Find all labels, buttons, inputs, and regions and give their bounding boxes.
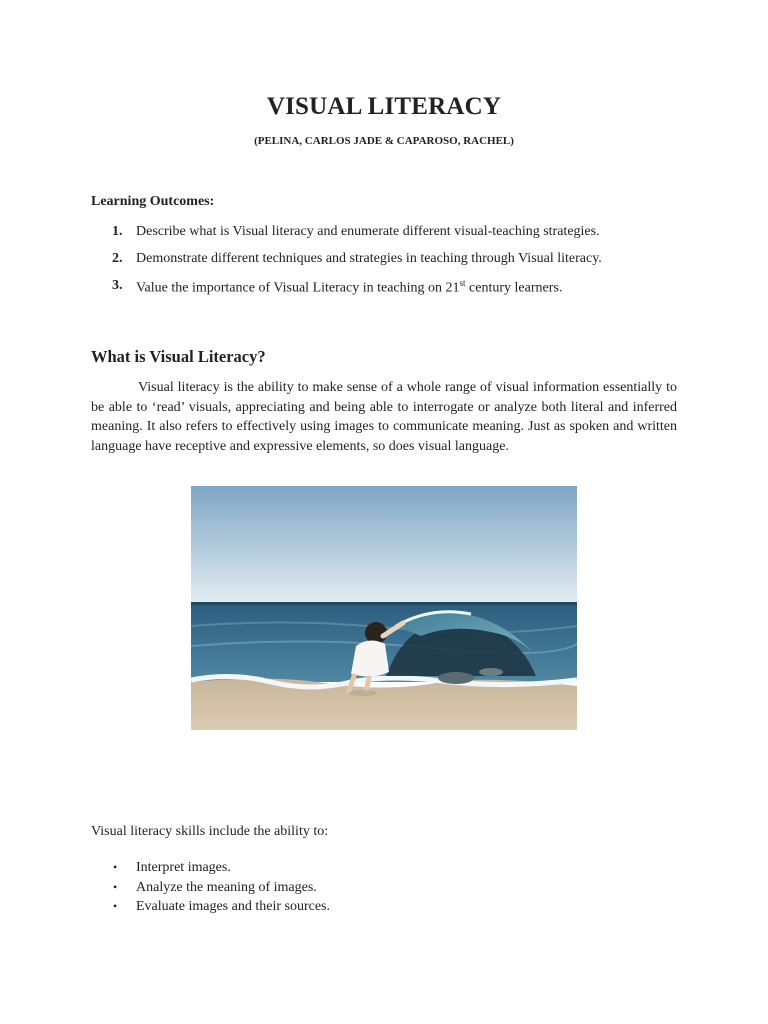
learning-outcomes-heading: Learning Outcomes: [91, 194, 215, 209]
learning-outcomes-list [112, 224, 712, 305]
document-title: VISUAL LITERACY [266, 93, 502, 120]
bottle-1 [438, 672, 474, 684]
skill-text: Evaluate images and their sources. [136, 899, 330, 914]
sky [191, 486, 577, 604]
outcome-text: Demonstrate different techniques and strategies in teaching through Visual literacy. [136, 251, 602, 266]
skill-item [113, 899, 330, 919]
beach-wave-illustration [191, 486, 577, 730]
horizon-line [191, 602, 577, 605]
document-authors: (PELINA, CARLOS JADE & CAPAROSO, RACHEL) [254, 135, 514, 147]
bottle-2 [479, 668, 503, 676]
skills-list [113, 860, 330, 919]
skill-item [113, 860, 330, 880]
learning-outcome-item [112, 251, 712, 278]
bullet: • [113, 879, 118, 894]
outcome-number: 1. [112, 224, 123, 239]
outcome-text: Describe what is Visual literacy and enumerate different visual-teaching strategies. [136, 224, 600, 239]
definition-paragraph: Visual literacy is the ability to make sense of a whole range of visual information essentially to be able to ‘read’ visuals, appreciating and being able to interrogate or analyze both literal and inferred meaning. It also refers to effectively using images to communicate meaning. Just as spoken and written language have receptive and expressive elements, so does visual language. [91, 380, 677, 454]
outcome-number: 2. [112, 251, 123, 266]
skill-item [113, 880, 330, 900]
bullet: • [113, 899, 118, 913]
learning-outcome-item [112, 278, 712, 305]
section-heading: What is Visual Literacy? [91, 347, 266, 366]
skills-intro: Visual literacy skills include the ability to: [91, 824, 329, 839]
bullet: • [113, 860, 118, 874]
ordinal-superscript: st [459, 278, 466, 288]
outcome-text-after: century learners. [465, 280, 563, 296]
learning-outcome-item [112, 224, 712, 251]
outcome-text [136, 278, 562, 305]
skill-text: Interpret images. [136, 860, 231, 875]
skill-text: Analyze the meaning of images. [136, 879, 317, 895]
illustration-child-lifting-wave [191, 486, 577, 730]
outcome-text-before: Value the importance of Visual Literacy in teaching on 21 [136, 280, 460, 296]
outcome-number: 3. [112, 278, 123, 293]
